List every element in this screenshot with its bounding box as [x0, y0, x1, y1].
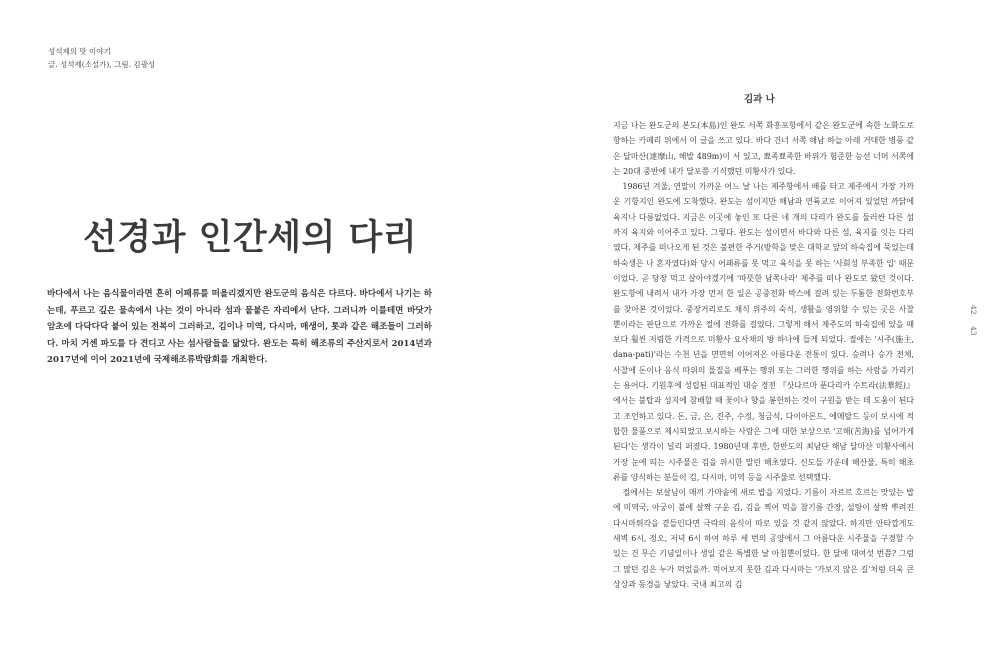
page-number-right: 43 [969, 326, 978, 336]
body-paragraph-3: 절에서는 보살님이 매끼 가마솥에 새로 밥을 지었다. 기름이 자르르 흐르는 맛있는 밥에 미역국, 아궁이 불에 살짝 구운 김, 김을 찍어 먹을 참기름 간장, 설탕이 살짝 뿌려진 다시마튀각을 곁들인다면 극락의 음식이 따로 있을 것 같지 않았다. 하지만 안타깝게도 새벽 6시, 정오, 저녁 6시 하여 하루 세 번의 공양에서 그 아름다운 시주물을 구경할 수 있는 건 무슨 기념일이나 생일 같은 특별한 날 아침뿐이었다. 한 달에 대여섯 번쯤? 그럼 그 많던 김은 누가 먹었을까. 먹어보지 못한 김과 다시마는 '가보지 않은 길'처럼 더욱 큰 상상과 동경을 낳았다. 국내 최고의 김 [613, 488, 914, 589]
body-paragraph-1: 지금 나는 완도군의 본도(本島)인 완도 서쪽 화흥포항에서 같은 완도군에 속한 노화도로 향하는 카페리 위에서 이 글을 쓰고 있다. 바다 건너 서쪽 해남 하늘 아래 거대한 병풍 같은 달마산(達摩山, 해발 489m)이 서 있고, 뾰족뾰족한 바위가 험준한 능선 너머 서쪽에는 20대 중반에 내가 달포쯤 기식했던 미황사가 있다. [613, 121, 914, 176]
series-credits: 글. 성석제(소설가), 그림. 김광성 [48, 60, 156, 69]
page-number-left: 42 [969, 305, 978, 315]
section-body [613, 118, 914, 592]
article-title: 선경과 인간세의 다리 [83, 218, 418, 258]
article-intro: 바다에서 나는 음식물이라면 흔히 어패류를 떠올리겠지만 완도군의 음식은 다르다. 바다에서 나기는 하는데, 푸르고 깊은 물속에서 나는 것이 아니라 섬과 뭍붙은 자리에서 난다. 그러니까 이를테면 바닷가 암초에 다닥다닥 붙어 있는 전복이 그러하고, 김이나 미역, 다시마, 매생이, 톳과 같은 해조들이 그러하다. 마치 거센 파도를 다 견디고 사는 섬사람들을 닮았다. 완도는 특히 해조류의 주산지로서 2014년과 2017년에 이어 2021년에 국제해조류박람회를 개최한다. [47, 289, 432, 366]
series-title: 성석제의 맛 이야기 [48, 47, 111, 56]
body-paragraph-2: 1986년 겨울, 연말이 가까운 어느 날 나는 제주항에서 배를 타고 제주에서 가장 가까운 기항지인 완도에 도착했다. 완도는 섬이지만 해남과 연륙교로 이어져 있었던 까닭에 육지나 다름없었다. 지금은 이곳에 놓인 또 다른 네 개의 다리가 완도를 둘러싼 다른 섬까지 육지와 이어주고 있다. 그렇다. 완도는 섬이면서 바다와 다른 섬, 육지를 잇는 다리였다. 제주를 떠나오게 된 것은 불편한 주거(방학을 맞은 대학교 앞의 하숙집에 묵었는데 하숙생은 나 혼자였다)와 당시 어패류를 못 먹고 육식을 못 하는 '사회성 부족한 입' 때문이었다. 곧 당장 먹고 살아야겠기에 '따뜻한 남쪽나라' 제주를 떠나 완도로 왔던 것이다. 완도항에 내려서 내가 가장 먼저 한 일은 공중전화 박스에 걸려 있는 두툼한 전화번호부를 찾아본 것이었다. 중장거리로도 채식 위주의 숙식, 생활을 영위할 수 있는 곳은 사찰뿐이라는 판단으로 가까운 절에 전화를 걸었다. 그렇게 해서 제주도의 하숙집에 있을 때보다 훨씬 저렴한 가격으로 미황사 요사채의 방 하나에 들게 되었다. 절에는 '시주(施主, dana-pati)'라는 수천 년을 면면히 이어져온 아름다운 전통이 있다. 승려나 승가 전체, 사찰에 돈이나 음식 따위의 물질을 베푸는 행위 또는 그러한 행위를 하는 사람을 가리키는 용어다. 기원후에 성립된 대표적인 대승 경전 『삿다르마 푼다리카 수트라(法華經)』에서는 불탑과 성지에 참배할 때 꽃이나 향을 봉헌하는 것이 구원을 받는 데 도움이 된다고 조언하고 있다. 돈, 금, 은, 진주, 수정, 청금석, 다이아몬드, 에메랄드 등이 보시에 적합한 물품으로 제시되었고 보시하는 사람은 그에 대한 보상으로 '고해(苦海)를 넘어가게 된다'는 생각이 널리 퍼졌다. 1980년대 후반, 한반도의 최남단 해남 달마산 미황사에서 가장 눈에 띄는 시주물은 김을 위시한 말린 해초였다. 신도들 가운데 해산물, 특히 해초류를 양식하는 분들이 김, 다시마, 미역 등을 시주물로 선택했다. [613, 182, 914, 482]
series-header [48, 45, 155, 71]
section-title: 김과 나 [744, 94, 775, 105]
